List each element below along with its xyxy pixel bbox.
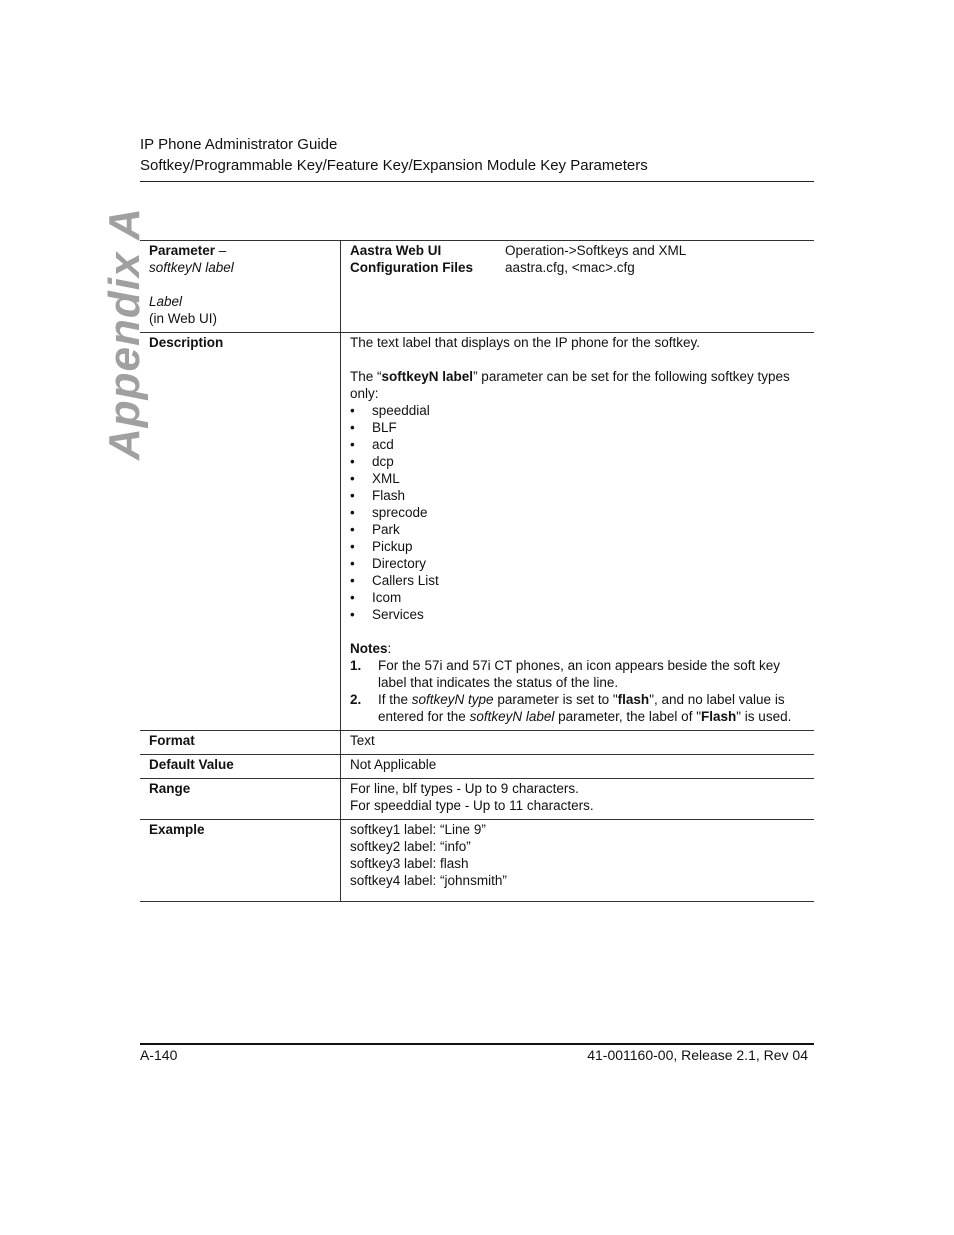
parameter-row: [140, 241, 814, 333]
note-text: For the 57i and 57i CT phones, an icon appears beside the soft key label that indicates the status of the line.: [378, 658, 781, 690]
example-line: softkey4 label: “johnsmith”: [350, 873, 507, 888]
parameter-label: Parameter: [149, 243, 216, 258]
note-number: 2.: [350, 692, 362, 707]
default-value-row: [140, 755, 814, 779]
format-row: [140, 731, 814, 755]
list-item: • sprecode: [350, 504, 806, 521]
example-line: softkey3 label: flash: [350, 856, 469, 871]
description-types-sentence: The “softkeyN label” parameter can be set for the following softkey types only:: [350, 369, 790, 401]
page-number: A-140: [140, 1047, 178, 1063]
parameter-name: softkeyN label: [149, 260, 234, 275]
parameter-table: [140, 240, 814, 902]
list-item: • speeddial: [350, 402, 806, 419]
note-item: [350, 691, 806, 725]
example-label: Example: [140, 820, 341, 902]
list-item: • Icom: [350, 589, 806, 606]
config-files-label: Configuration Files: [350, 260, 473, 275]
list-item: • Pickup: [350, 538, 806, 555]
footer-divider: [140, 1043, 814, 1045]
aastra-web-ui-label: Aastra Web UI: [350, 243, 442, 258]
example-row: [140, 820, 814, 902]
parameter-name-cell: [140, 241, 341, 333]
description-intro: The text label that displays on the IP phone for the softkey.: [350, 335, 700, 350]
example-cell: [341, 820, 815, 902]
list-item: • dcp: [350, 453, 806, 470]
list-item: • acd: [350, 436, 806, 453]
range-cell: [341, 779, 815, 820]
parameter-dash: –: [215, 243, 227, 258]
note-item: [350, 657, 806, 691]
range-line: For speeddial type - Up to 11 characters.: [350, 798, 594, 813]
description-row: [140, 333, 814, 731]
format-label: Format: [140, 731, 341, 755]
range-row: [140, 779, 814, 820]
web-ui-label-name: Label: [149, 294, 183, 309]
list-item: • Flash: [350, 487, 806, 504]
notes-list: [350, 657, 806, 725]
config-files-value: aastra.cfg, <mac>.cfg: [505, 260, 635, 275]
softkey-types-list: [350, 402, 806, 623]
description-cell: [341, 333, 815, 731]
range-label: Range: [140, 779, 341, 820]
web-ui-label-note: (in Web UI): [149, 311, 218, 326]
appendix-side-tab: Appendix A: [100, 207, 149, 460]
list-item: • Callers List: [350, 572, 806, 589]
parameter-location-cell: [341, 241, 815, 333]
default-value-value: Not Applicable: [341, 755, 815, 779]
list-item: • Directory: [350, 555, 806, 572]
note-number: 1.: [350, 658, 362, 673]
section-title: Softkey/Programmable Key/Feature Key/Expansion Module Key Parameters: [140, 157, 648, 174]
notes-heading: Notes:: [350, 641, 392, 656]
format-value: Text: [341, 731, 815, 755]
list-item: • Services: [350, 606, 806, 623]
list-item: • Park: [350, 521, 806, 538]
list-item: • BLF: [350, 419, 806, 436]
header-divider: [140, 181, 814, 182]
guide-title: IP Phone Administrator Guide: [140, 136, 338, 153]
aastra-web-ui-value: Operation->Softkeys and XML: [505, 243, 687, 258]
list-item: • XML: [350, 470, 806, 487]
range-line: For line, blf types - Up to 9 characters.: [350, 781, 579, 796]
description-label: Description: [140, 333, 341, 731]
example-line: softkey1 label: “Line 9”: [350, 822, 486, 837]
example-line: softkey2 label: “info”: [350, 839, 471, 854]
note-text: If the softkeyN type parameter is set to "flash", and no label value is entered for the softkeyN label parameter, the label of "Flash" is used.: [378, 692, 792, 724]
document-id: 41-001160-00, Release 2.1, Rev 04: [587, 1047, 808, 1063]
default-value-label: Default Value: [140, 755, 341, 779]
